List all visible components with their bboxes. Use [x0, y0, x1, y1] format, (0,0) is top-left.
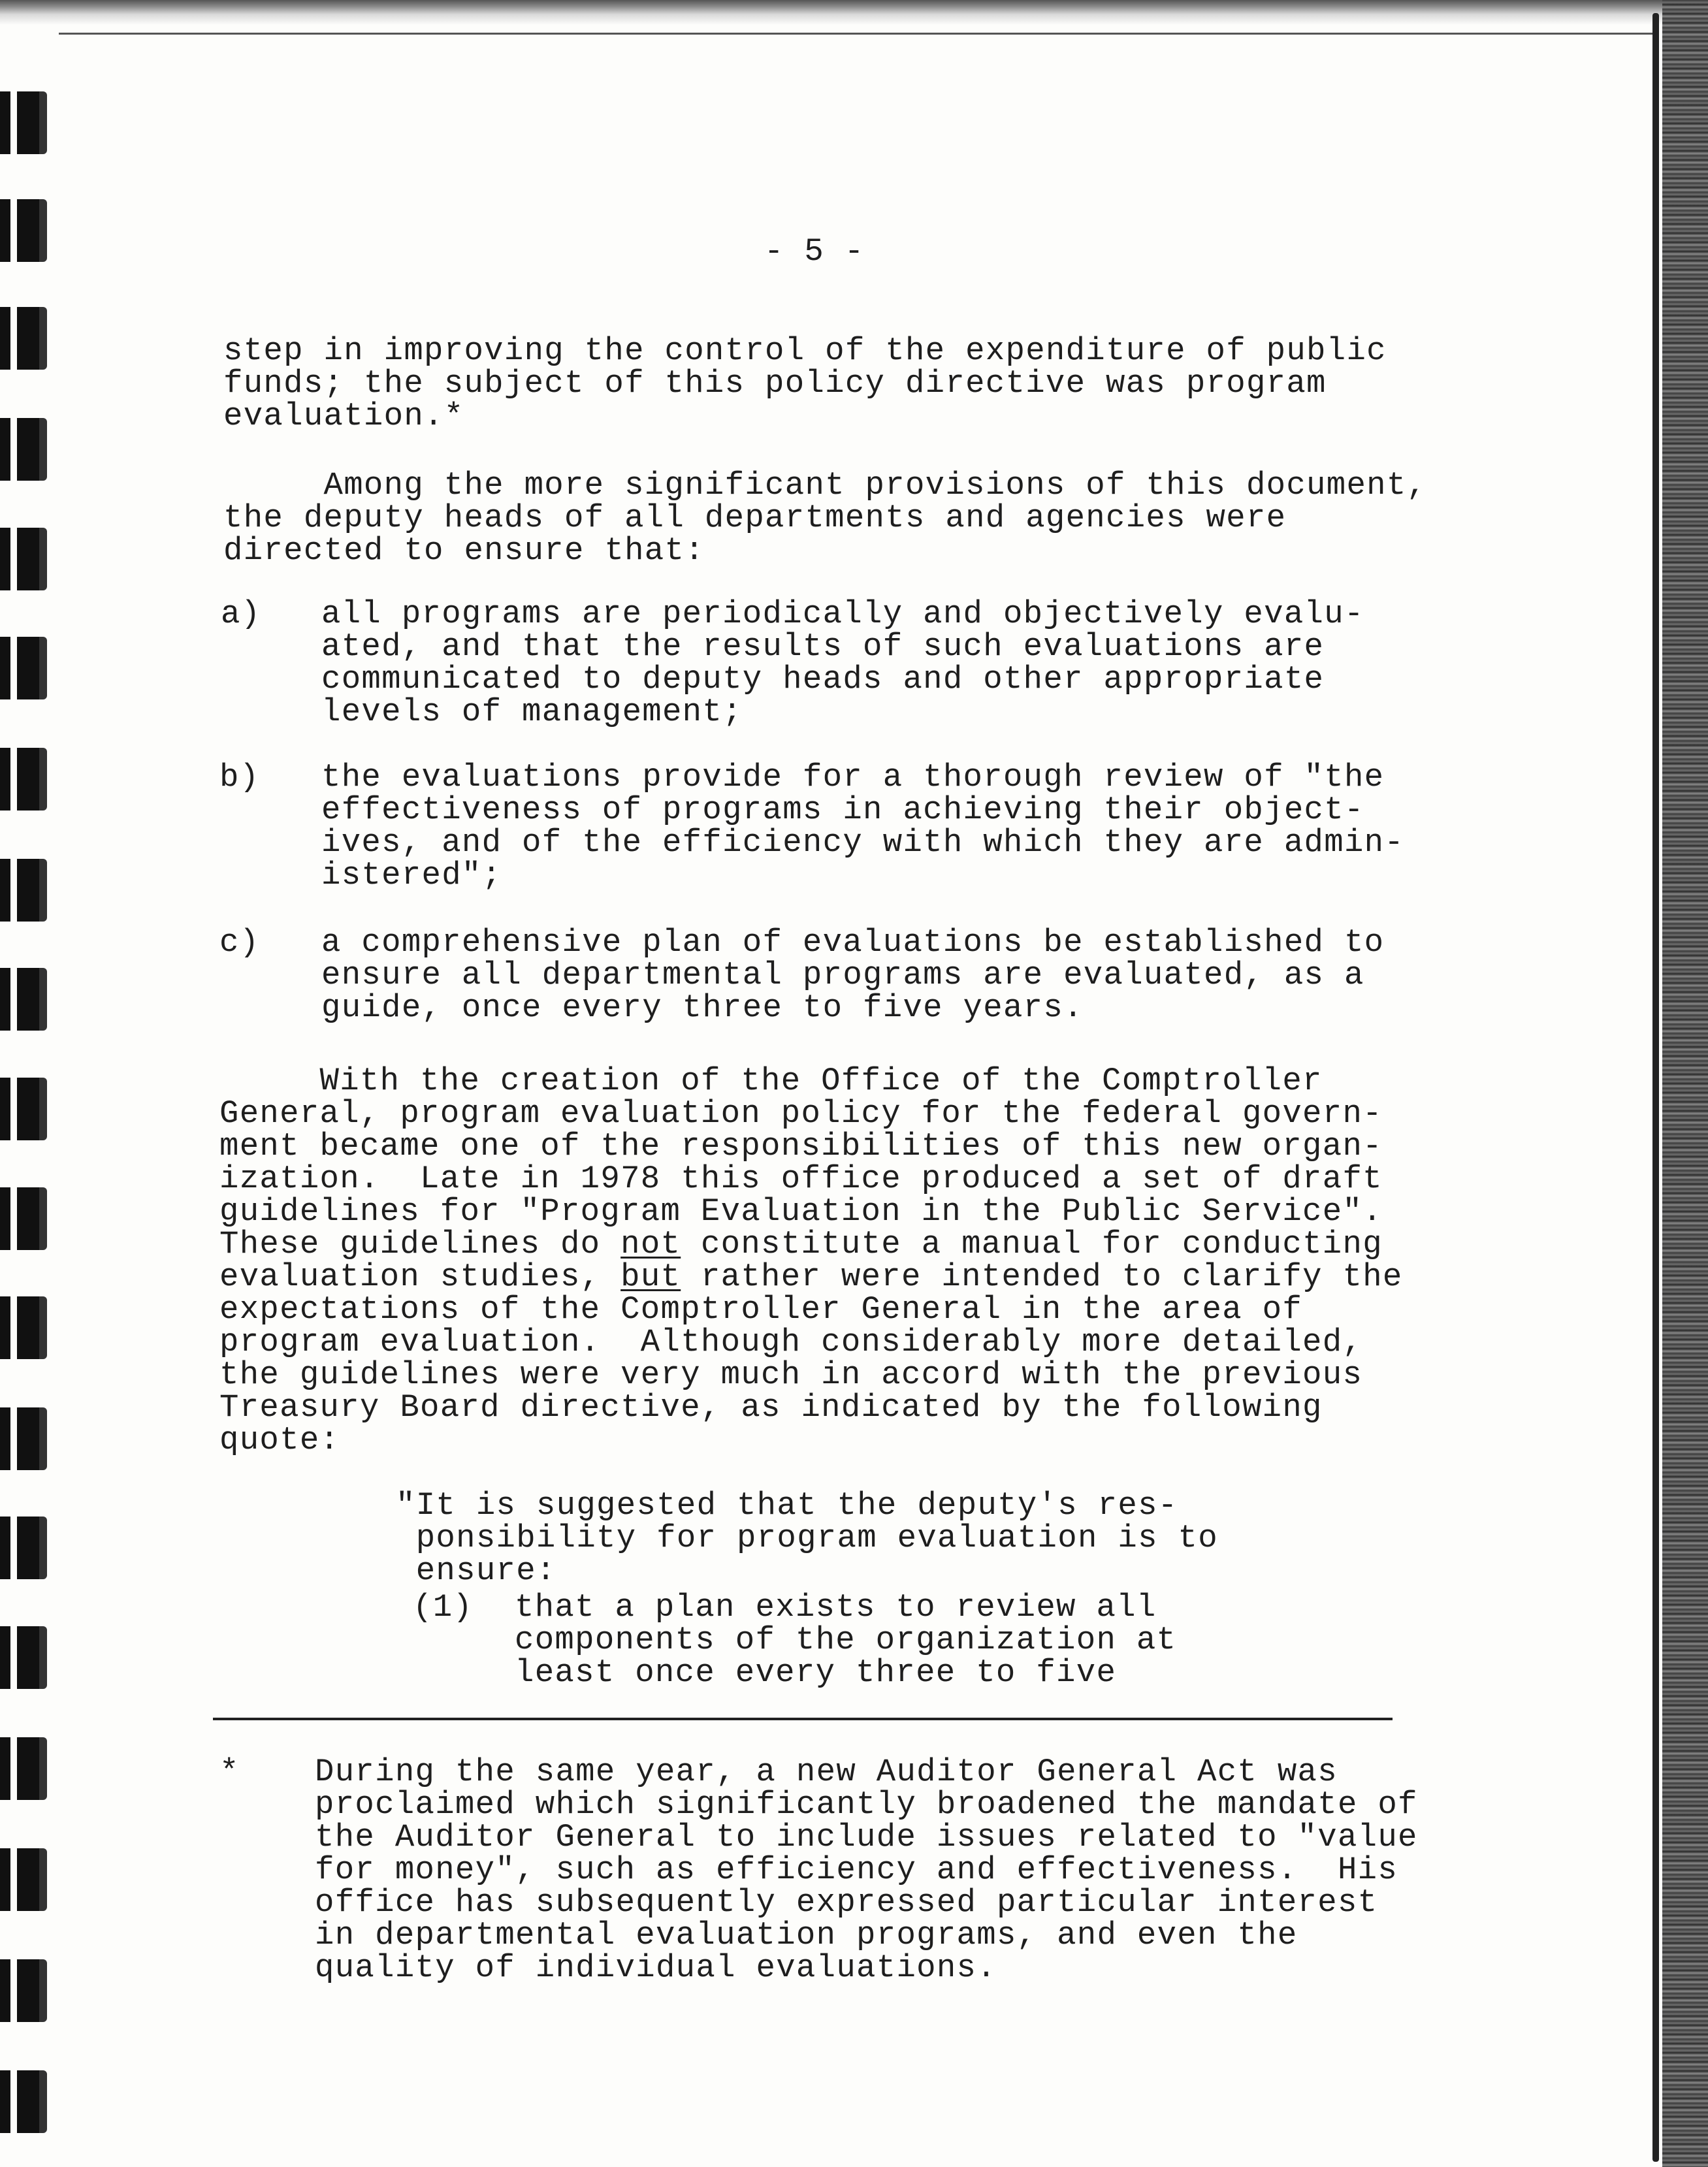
paragraph-text: rather were intended to clarify the expectations of the Comptroller General in the area of program evaluation. Although considerably more detailed, the guidelines were very much in accord with the previous Treasury Board directive, as indicated by the following quote: [219, 1259, 1403, 1458]
page-number: - 5 - [764, 233, 865, 270]
paragraph-continuation: step in improving the control of the expenditure of public funds; the subject of this policy directive was program evaluation.* [223, 332, 1387, 434]
paragraph-provisions-intro: Among the more significant provisions of this document, the deputy heads of all departments and agencies were directed to ensure that: [223, 467, 1427, 569]
underlined-word-not: not [620, 1226, 681, 1262]
paragraph-comptroller [219, 1065, 1403, 1456]
list-item-label: a) [221, 596, 261, 632]
list-item-text: all programs are periodically and objectively evalu- ated, and that the results of such evaluations are communicated to deputy heads and other appropriate levels of management; [321, 596, 1364, 730]
footnote-divider [213, 1718, 1393, 1720]
paragraph-text: With the creation of the Office of the Comptroller General, program evaluation policy for the federal govern- ment became one of the responsibilities of this new organ- ization. Late in 1978 this office produced a set of draft guidelines for "Program Evaluation in the Public Service". These guidelines do [219, 1063, 1383, 1262]
underlined-word-but: but [620, 1259, 681, 1295]
list-item-label: c) [219, 924, 260, 961]
footnote-text: During the same year, a new Auditor General Act was proclaimed which significantly broadened the mandate of the Auditor General to include issues related to "value for money", such as efficiency and effectiveness. His office has subsequently expressed particular interest in departmental evaluation programs, and even the quality of individual evaluations. [315, 1754, 1418, 1986]
footnote-marker: * [219, 1754, 240, 1790]
block-quote-item-text: that a plan exists to review all components of the organization at least once every three to five [515, 1589, 1177, 1691]
list-item-text: the evaluations provide for a thorough review of "the effectiveness of programs in achieving their object- ives, and of the efficiency with which they are admin- istered"; [321, 759, 1405, 893]
paragraph-text: constitute a manual for conducting evaluation studies, [219, 1226, 1383, 1295]
block-quote-item-label: (1) [413, 1589, 474, 1626]
list-item-text: a comprehensive plan of evaluations be established to ensure all departmental programs are evaluated, as a guide, once every three to five years. [321, 924, 1385, 1026]
list-item-label: b) [219, 759, 260, 795]
block-quote-intro: "It is suggested that the deputy's res- ponsibility for program evaluation is to ensure: [396, 1487, 1218, 1589]
